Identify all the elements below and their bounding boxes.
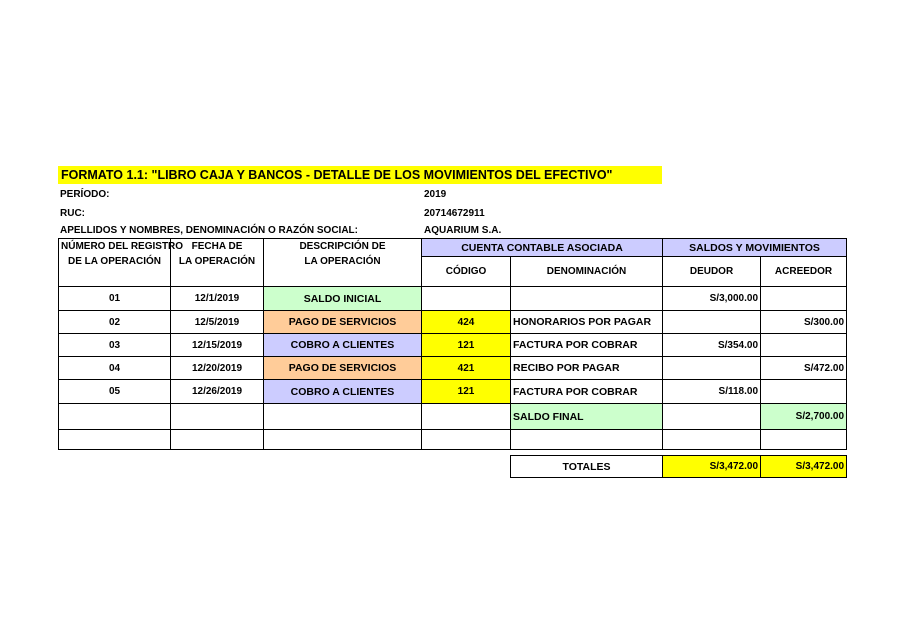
empty-cell xyxy=(422,430,511,450)
empty-cell xyxy=(264,430,422,450)
cell-denominacion: HONORARIOS POR PAGAR xyxy=(511,311,663,334)
header-row-1 xyxy=(59,239,847,257)
cell-numero: 02 xyxy=(59,311,171,334)
header-numero-line1: NÚMERO DEL REGISTRO xyxy=(61,241,184,252)
header-fecha xyxy=(171,239,264,287)
ruc-label: RUC: xyxy=(60,208,85,219)
cell-denominacion xyxy=(511,287,663,311)
header-cuenta-contable: CUENTA CONTABLE ASOCIADA xyxy=(422,239,663,257)
table-row xyxy=(59,357,847,380)
report-title: FORMATO 1.1: "LIBRO CAJA Y BANCOS - DETALLE DE LOS MOVIMIENTOS DEL EFECTIVO" xyxy=(58,166,662,184)
header-saldos-movimientos: SALDOS Y MOVIMIENTOS xyxy=(663,239,847,257)
cell-acreedor xyxy=(761,287,847,311)
cell-codigo: 121 xyxy=(422,334,511,357)
table-row xyxy=(59,334,847,357)
empty-cell xyxy=(59,430,171,450)
periodo-label: PERÍODO: xyxy=(60,189,110,200)
header-fecha-line1: FECHA DE xyxy=(191,241,243,252)
cell-acreedor xyxy=(761,380,847,404)
header-fecha-line2: LA OPERACIÓN xyxy=(178,256,256,267)
razon-social-label: APELLIDOS Y NOMBRES, DENOMINACIÓN O RAZÓN SOCIAL: xyxy=(60,225,358,236)
cell-deudor xyxy=(663,357,761,380)
cell-codigo: 421 xyxy=(422,357,511,380)
cell-codigo: 424 xyxy=(422,311,511,334)
empty-cell xyxy=(422,404,511,430)
ruc-value: 20714672911 xyxy=(424,208,485,219)
saldo-final-label: SALDO FINAL xyxy=(511,404,663,430)
cell-codigo: 121 xyxy=(422,380,511,404)
header-deudor: DEUDOR xyxy=(663,257,761,287)
cell-descripcion: PAGO DE SERVICIOS xyxy=(264,311,422,334)
cell-deudor xyxy=(663,311,761,334)
cell-deudor: S/3,000.00 xyxy=(663,287,761,311)
cell-descripcion: COBRO A CLIENTES xyxy=(264,334,422,357)
cell-fecha: 12/1/2019 xyxy=(171,287,264,311)
totales-acreedor: S/3,472.00 xyxy=(761,456,847,478)
header-descripcion-line1: DESCRIPCIÓN DE xyxy=(299,241,386,252)
cell-descripcion: COBRO A CLIENTES xyxy=(264,380,422,404)
saldo-final-acreedor: S/2,700.00 xyxy=(761,404,847,430)
cell-numero: 05 xyxy=(59,380,171,404)
table-row xyxy=(59,287,847,311)
header-denominacion: DENOMINACIÓN xyxy=(511,257,663,287)
empty-cell xyxy=(171,430,264,450)
cell-numero: 03 xyxy=(59,334,171,357)
table-row xyxy=(59,380,847,404)
periodo-value: 2019 xyxy=(424,189,447,200)
cell-descripcion: PAGO DE SERVICIOS xyxy=(264,357,422,380)
table-row xyxy=(59,311,847,334)
cell-fecha: 12/15/2019 xyxy=(171,334,264,357)
cell-deudor: S/354.00 xyxy=(663,334,761,357)
cell-fecha: 12/26/2019 xyxy=(171,380,264,404)
header-descripcion xyxy=(264,239,422,287)
empty-cell xyxy=(663,430,761,450)
totales-row xyxy=(59,456,847,478)
header-acreedor: ACREEDOR xyxy=(761,257,847,287)
cell-denominacion: FACTURA POR COBRAR xyxy=(511,380,663,404)
empty-cell xyxy=(761,430,847,450)
header-numero xyxy=(59,239,184,287)
empty-cell xyxy=(511,430,663,450)
empty-cell xyxy=(264,404,422,430)
cell-acreedor xyxy=(761,334,847,357)
ledger-table xyxy=(58,238,847,478)
cell-descripcion: SALDO INICIAL xyxy=(264,287,422,311)
cell-deudor: S/118.00 xyxy=(663,380,761,404)
totales-deudor: S/3,472.00 xyxy=(663,456,761,478)
cell-fecha: 12/20/2019 xyxy=(171,357,264,380)
header-descripcion-line2: LA OPERACIÓN xyxy=(304,256,381,267)
header-codigo: CÓDIGO xyxy=(422,257,511,287)
cell-acreedor: S/472.00 xyxy=(761,357,847,380)
cell-acreedor: S/300.00 xyxy=(761,311,847,334)
cell-fecha: 12/5/2019 xyxy=(171,311,264,334)
empty-cell xyxy=(59,404,171,430)
cell-numero: 01 xyxy=(59,287,171,311)
totales-label: TOTALES xyxy=(511,456,663,478)
saldo-final-row xyxy=(59,404,847,430)
empty-cell xyxy=(663,404,761,430)
cell-denominacion: RECIBO POR PAGAR xyxy=(511,357,663,380)
cell-denominacion: FACTURA POR COBRAR xyxy=(511,334,663,357)
empty-cell xyxy=(171,404,264,430)
header-numero-line2: DE LA OPERACIÓN xyxy=(68,256,161,267)
razon-social-value: AQUARIUM S.A. xyxy=(424,225,502,236)
blank-row xyxy=(59,430,847,450)
cell-numero: 04 xyxy=(59,357,171,380)
cell-codigo xyxy=(422,287,511,311)
